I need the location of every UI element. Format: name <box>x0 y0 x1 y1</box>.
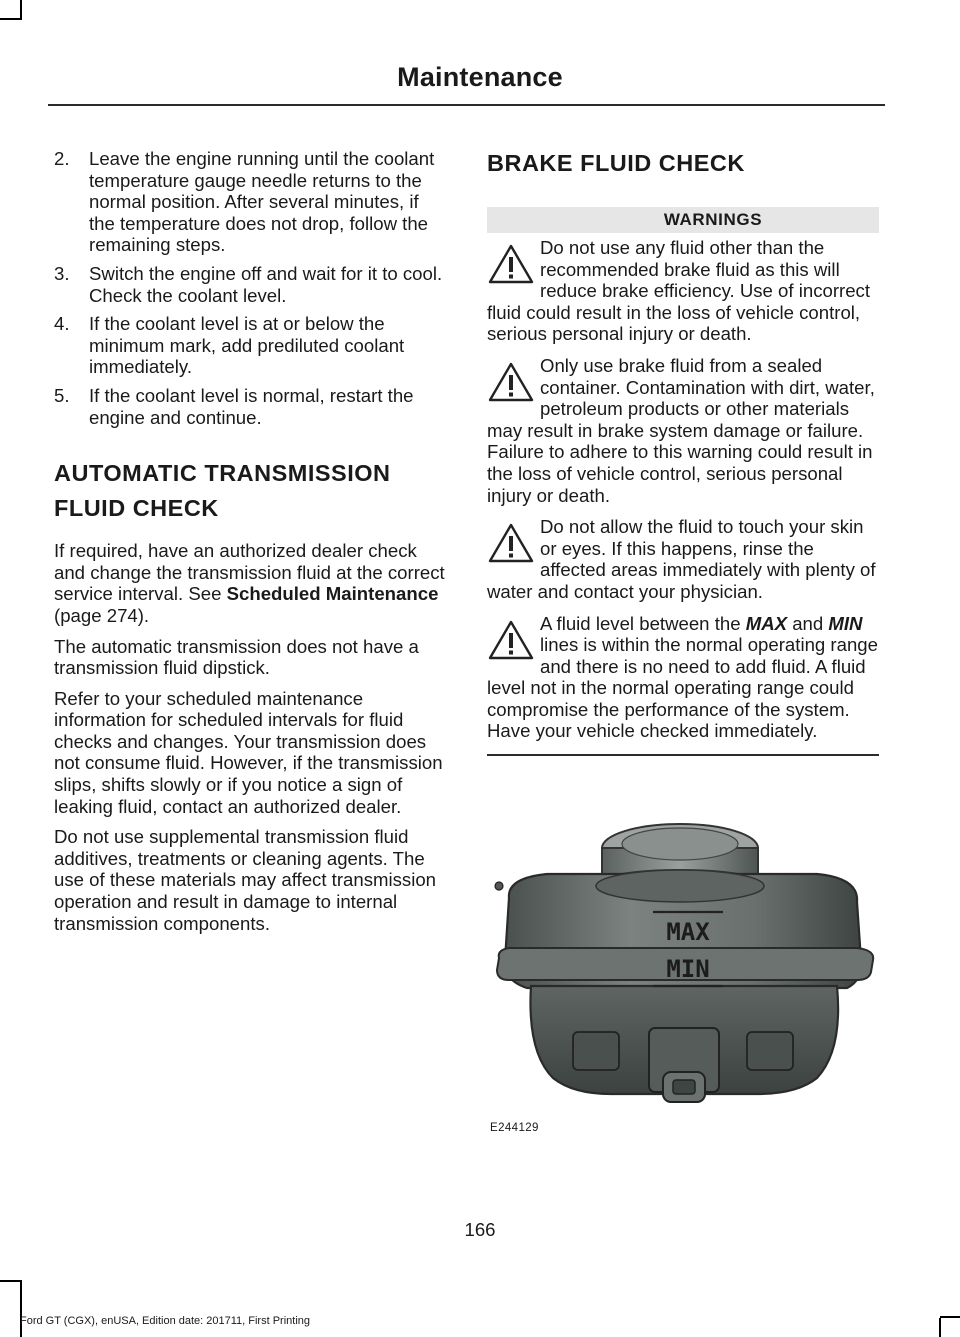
reservoir-illustration <box>487 810 879 1140</box>
paragraph: Refer to your scheduled maintenance information for scheduled intervals for fluid checks and changes. Your transmission does not consume fluid. However, if the transmission slips, shifts slowly or if you notice a sign of leaking fluid, contact an authorized dealer. <box>54 687 443 817</box>
list-item <box>54 385 449 428</box>
warning-triangle-icon <box>487 361 535 403</box>
crop-mark <box>20 0 22 20</box>
max-term: MAX <box>745 612 788 634</box>
step-text: If the coolant level is normal, restart the engine and continue. <box>89 384 414 428</box>
warning-block <box>487 237 879 345</box>
text: If required, have an authorized dealer check and change the transmission fluid at the correct service interval. See <box>54 540 445 605</box>
paragraph: Do not use supplemental transmission fluid additives, treatments or cleaning agents. The use of these materials may affect transmission operation and result in damage to internal transmission components. <box>54 826 437 934</box>
heading-line: FLUID CHECK <box>54 495 219 522</box>
min-label: MIN <box>666 955 710 983</box>
step-number: 4. <box>54 313 70 335</box>
step-number: 5. <box>54 384 70 406</box>
list-item <box>54 148 449 256</box>
list-item <box>54 313 449 378</box>
brake-fluid-reservoir-figure <box>487 810 879 1140</box>
crop-mark <box>940 1316 960 1318</box>
warnings-end-divider <box>487 754 879 756</box>
warning-text: Do not allow the fluid to touch your skin or eyes. If this happens, rinse the affected areas immediately with plenty of water and contact your physician. <box>487 516 876 602</box>
step-number: 3. <box>54 262 70 284</box>
min-term: MIN <box>828 612 863 634</box>
warning-triangle-icon <box>487 243 535 285</box>
coolant-steps-list <box>54 148 449 428</box>
step-text: Switch the engine off and wait for it to cool. Check the coolant level. <box>89 262 443 306</box>
text: lines is within the normal operating range and there is no need to add fluid. A fluid level not in the normal operating range could compromise the performance of the system. Have your vehicle checked immediately. <box>487 634 878 742</box>
crop-mark <box>0 18 20 20</box>
left-column <box>54 148 449 943</box>
max-label: MAX <box>666 918 710 946</box>
warning-triangle-icon <box>487 619 535 661</box>
step-text: Leave the engine running until the coolant temperature gauge needle returns to the normal position. After several minutes, if the temperature does not drop, follow the remaining steps. <box>89 148 435 256</box>
paragraph: The automatic transmission does not have a transmission fluid dipstick. <box>54 635 419 679</box>
text: and <box>787 612 829 634</box>
brake-heading: BRAKE FLUID CHECK <box>487 150 745 176</box>
warnings-label: WARNINGS <box>487 207 879 233</box>
warning-triangle-icon <box>487 522 535 564</box>
warning-block <box>487 613 879 743</box>
warning-block <box>487 355 879 506</box>
heading-line: AUTOMATIC TRANSMISSION <box>54 460 391 487</box>
crop-mark <box>939 1318 941 1337</box>
page-number: 166 <box>464 1219 496 1240</box>
paragraph <box>54 540 449 626</box>
right-column <box>487 148 879 756</box>
step-text: If the coolant level is at or below the minimum mark, add prediluted coolant immediately. <box>89 313 405 378</box>
step-number: 2. <box>54 148 70 169</box>
scheduled-maintenance-link[interactable]: Scheduled Maintenance <box>226 583 439 605</box>
page-title: Maintenance <box>397 62 563 92</box>
text: (page 274). <box>54 604 150 626</box>
list-item <box>54 263 449 306</box>
footer-edition-info: Ford GT (CGX), enUSA, Edition date: 201711, First Printing <box>20 1315 310 1327</box>
crop-mark <box>0 1280 20 1282</box>
warning-text: Only use brake fluid from a sealed container. Contamination with dirt, water, petroleum products or other materials may result in brake system damage or failure. Failure to adhere to this warning could result in the loss of vehicle control, serious personal injury or death. <box>487 354 875 506</box>
text: A fluid level between the <box>540 612 746 634</box>
warning-text: Do not use any fluid other than the recommended brake fluid as this will reduce brake efficiency. Use of incorrect fluid could result in the loss of vehicle control, serious personal injury or death. <box>487 237 871 345</box>
crop-mark <box>20 1280 22 1337</box>
figure-code: E244129 <box>490 1122 539 1134</box>
warning-block <box>487 516 879 602</box>
transmission-heading <box>54 458 449 524</box>
header-divider <box>48 104 885 106</box>
warning-text <box>487 613 879 743</box>
